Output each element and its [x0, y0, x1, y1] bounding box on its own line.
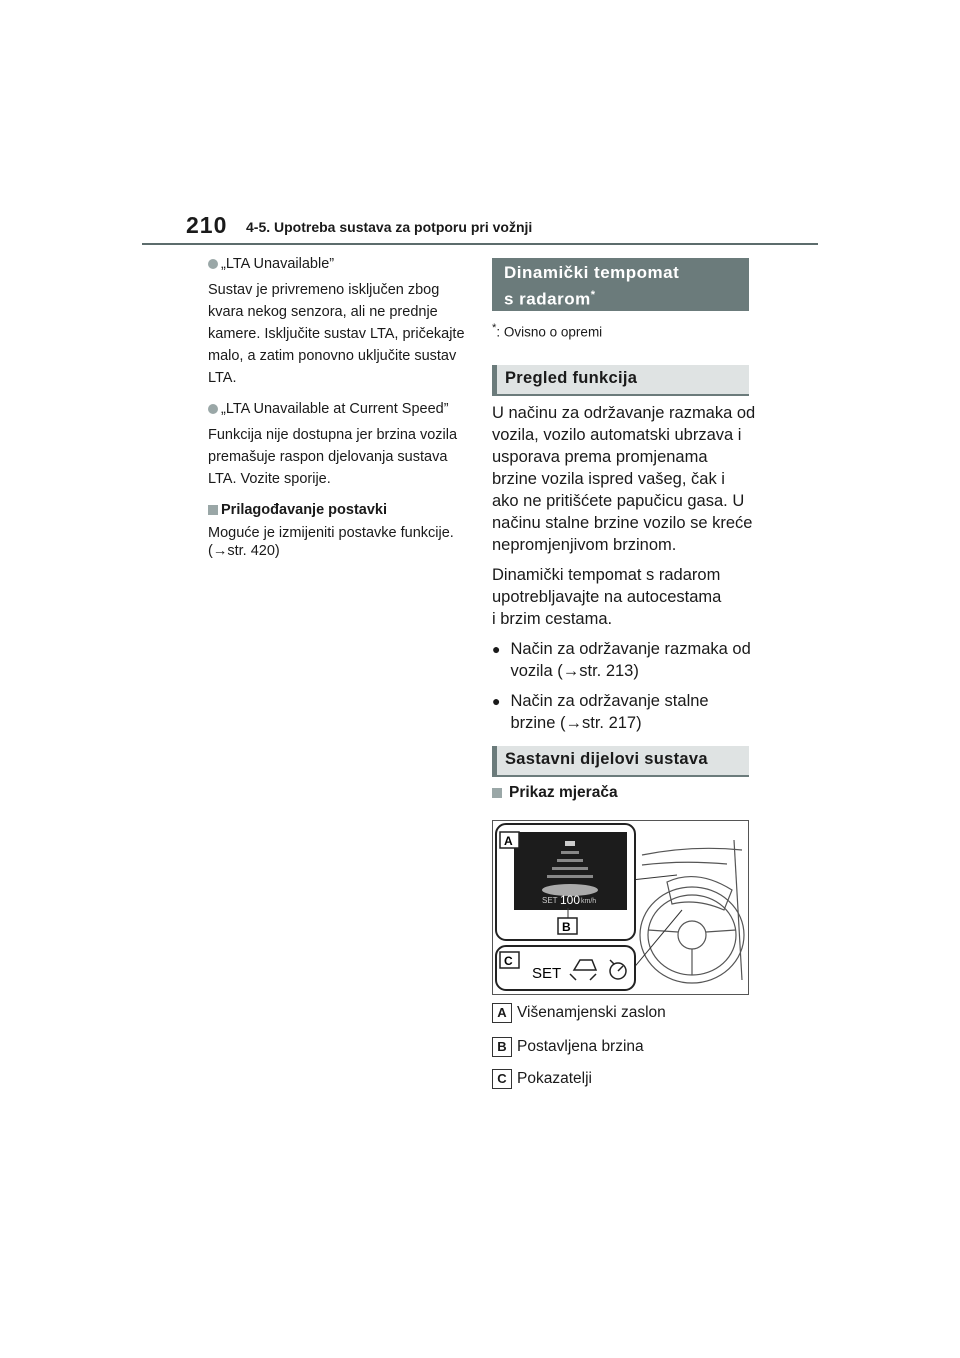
bullet-item-1 — [208, 253, 470, 275]
square-bullet-icon — [208, 505, 218, 515]
label-a: A — [504, 834, 513, 848]
page-number: 210 — [186, 212, 228, 238]
banner-asterisk: * — [590, 289, 596, 301]
square-bullet-icon — [492, 788, 502, 798]
legend-item-c — [492, 1069, 592, 1089]
subheading-text: Prikaz mjerača — [509, 784, 618, 801]
bullet-list-item — [492, 638, 752, 682]
section-body: Moguće je izmijeniti postavke funkcije. (→str. 420) — [208, 525, 454, 559]
chapter-title: 4-5. Upotreba sustava za potporu pri vožnji — [246, 219, 533, 235]
circle-bullet-icon — [208, 404, 218, 414]
section-banner — [492, 258, 749, 311]
banner-title-line1: Dinamički tempomat — [504, 263, 680, 282]
legend-text: Višenamjenski zaslon — [517, 1004, 666, 1021]
bullet-dot-icon: ● — [492, 641, 501, 657]
section-title: Prilagođavanje postavki — [221, 502, 388, 518]
label-b: B — [562, 920, 571, 934]
legend-text: Pokazatelji — [517, 1070, 592, 1087]
overview-heading: Pregled funkcija — [492, 365, 749, 396]
footnote — [492, 322, 602, 340]
bullet-text-2: Način za održavanje stalne brzine (→str. 217) — [510, 692, 709, 732]
paragraph-1: U načinu za održavanje razmaka od vozila, vozilo automatski ubrzava i usporava prema promjenama brzine vozila ispred vašeg, čak i ako ne pritišćete papučicu gasa. U načinu stalne brzine vozilo se kreće nepromjenjivom brzinom. — [492, 404, 756, 554]
bullet-dot-icon: ● — [492, 693, 501, 709]
footnote-mark: * — [492, 322, 497, 334]
section-heading — [208, 499, 470, 521]
set-label-small: SET — [542, 896, 558, 905]
paragraph-2: Dinamički tempomat s radarom upotrebljavajte na autocestama i brzim cestama. — [492, 566, 722, 628]
legend-item-b — [492, 1037, 644, 1057]
overview-content — [492, 402, 756, 734]
meter-display-figure — [492, 820, 750, 996]
label-c: C — [504, 954, 513, 968]
left-column — [208, 253, 470, 560]
set-indicator: SET — [532, 965, 562, 982]
item2-title: „LTA Unavailable at Current Speed” — [221, 401, 449, 417]
item1-title: „LTA Unavailable” — [221, 256, 335, 272]
speed-unit: km/h — [581, 898, 597, 905]
legend-letter: C — [492, 1069, 512, 1089]
set-speed-value: 100 — [560, 893, 581, 907]
legend-item-a — [492, 1003, 666, 1023]
header-divider — [142, 243, 818, 245]
components-heading: Sastavni dijelovi sustava — [492, 746, 749, 777]
item2-body: Funkcija nije dostupna jer brzina vozila premašuje raspon djelovanja sustava LTA. Vozite sporije. — [208, 427, 458, 487]
subheading — [492, 784, 618, 802]
circle-bullet-icon — [208, 259, 218, 269]
footnote-text: : Ovisno o opremi — [496, 324, 603, 340]
bullet-item-2 — [208, 398, 470, 420]
bullet-text-1: Način za održavanje razmaka od vozila (→str. 213) — [510, 640, 751, 680]
banner-title-line2: s radarom — [504, 289, 591, 309]
legend-letter: A — [492, 1003, 512, 1023]
bullet-list-item — [492, 690, 722, 734]
item1-body: Sustav je privremeno isključen zbog kvara nekog senzora, ali ne prednje kamere. Isključite sustav LTA, pričekajte malo, a zatim ponovno uključite sustav LTA. — [208, 282, 465, 386]
legend-letter: B — [492, 1037, 512, 1057]
legend-text: Postavljena brzina — [517, 1038, 644, 1055]
